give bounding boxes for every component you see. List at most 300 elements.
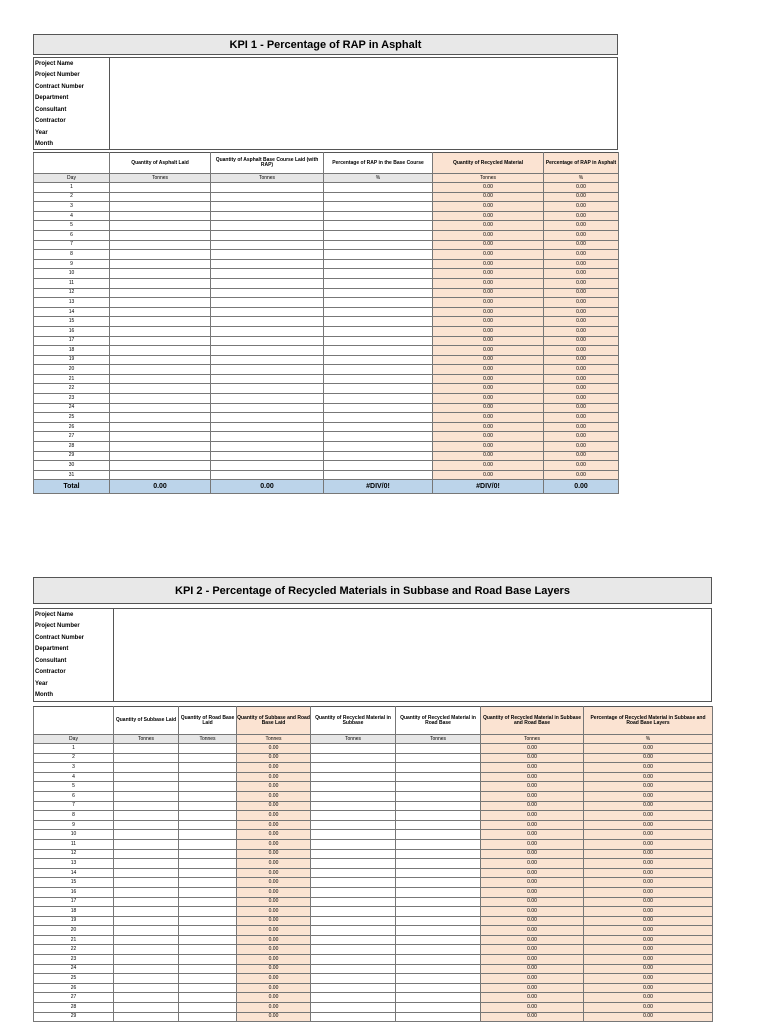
input-cell[interactable]	[211, 211, 324, 221]
input-cell[interactable]	[396, 791, 481, 801]
input-cell[interactable]	[179, 916, 237, 926]
input-cell[interactable]	[396, 964, 481, 974]
input-cell[interactable]	[114, 859, 179, 869]
input-cell[interactable]	[211, 394, 324, 404]
computed-cell: 0.00	[481, 1003, 584, 1013]
input-cell[interactable]	[311, 887, 396, 897]
input-cell[interactable]	[311, 820, 396, 830]
input-cell[interactable]	[110, 365, 211, 375]
input-cell[interactable]	[311, 993, 396, 1003]
input-cell[interactable]	[110, 413, 211, 423]
input-cell[interactable]	[114, 935, 179, 945]
computed-cell: 0.00	[544, 298, 619, 308]
input-cell[interactable]	[396, 1003, 481, 1013]
computed-cell: 0.00	[433, 442, 544, 452]
input-cell[interactable]	[110, 394, 211, 404]
input-cell[interactable]	[110, 374, 211, 384]
table-row	[34, 993, 713, 1003]
table-row	[34, 336, 619, 346]
input-cell[interactable]	[396, 935, 481, 945]
input-cell[interactable]	[211, 278, 324, 288]
kpi2-col-subbase-road-base-laid: Quantity of Subbase and Road Base Laid	[237, 707, 311, 735]
input-cell[interactable]	[114, 839, 179, 849]
input-cell[interactable]	[311, 926, 396, 936]
input-cell[interactable]	[114, 926, 179, 936]
computed-cell: 0.00	[237, 753, 311, 763]
input-cell[interactable]	[211, 384, 324, 394]
input-cell[interactable]	[324, 288, 433, 298]
input-cell[interactable]	[211, 288, 324, 298]
input-cell[interactable]	[179, 811, 237, 821]
input-cell[interactable]	[114, 907, 179, 917]
input-cell[interactable]	[396, 1012, 481, 1022]
input-cell[interactable]	[396, 868, 481, 878]
input-cell[interactable]	[110, 326, 211, 336]
input-cell[interactable]	[211, 413, 324, 423]
input-cell[interactable]	[110, 470, 211, 480]
input-cell[interactable]	[324, 470, 433, 480]
computed-cell: 0.00	[544, 211, 619, 221]
table-row	[34, 432, 619, 442]
input-cell[interactable]	[179, 763, 237, 773]
input-cell[interactable]	[110, 192, 211, 202]
input-cell[interactable]	[396, 916, 481, 926]
input-cell[interactable]	[114, 791, 179, 801]
input-cell[interactable]	[211, 230, 324, 240]
day-number: 23	[34, 955, 114, 965]
table-row	[34, 820, 713, 830]
input-cell[interactable]	[110, 336, 211, 346]
computed-cell: 0.00	[481, 801, 584, 811]
input-cell[interactable]	[324, 202, 433, 212]
input-cell[interactable]	[114, 945, 179, 955]
input-cell[interactable]	[110, 346, 211, 356]
input-cell[interactable]	[179, 945, 237, 955]
input-cell[interactable]	[211, 259, 324, 269]
table-row	[34, 887, 713, 897]
input-cell[interactable]	[114, 753, 179, 763]
input-cell[interactable]	[396, 878, 481, 888]
day-number: 4	[34, 772, 114, 782]
input-cell[interactable]	[211, 307, 324, 317]
input-cell[interactable]	[211, 461, 324, 471]
input-cell[interactable]	[211, 365, 324, 375]
info-label-year: Year	[35, 130, 48, 136]
input-cell[interactable]	[324, 461, 433, 471]
table-row	[34, 964, 713, 974]
day-number: 5	[34, 782, 114, 792]
input-cell[interactable]	[114, 868, 179, 878]
table-row	[34, 451, 619, 461]
computed-cell: 0.00	[237, 955, 311, 965]
input-cell[interactable]	[396, 744, 481, 754]
input-cell[interactable]	[114, 772, 179, 782]
kpi1-total-label: Total	[34, 480, 110, 494]
input-cell[interactable]	[179, 801, 237, 811]
input-cell[interactable]	[324, 394, 433, 404]
kpi2-info-block	[33, 608, 712, 702]
input-cell[interactable]	[110, 461, 211, 471]
input-cell[interactable]	[211, 403, 324, 413]
input-cell[interactable]	[179, 964, 237, 974]
input-cell[interactable]	[396, 849, 481, 859]
input-cell[interactable]	[396, 811, 481, 821]
day-number: 19	[34, 916, 114, 926]
input-cell[interactable]	[396, 782, 481, 792]
kpi2-unit: %	[584, 735, 713, 744]
day-number: 13	[34, 298, 110, 308]
table-row	[34, 394, 619, 404]
input-cell[interactable]	[396, 887, 481, 897]
computed-cell: 0.00	[237, 859, 311, 869]
input-cell[interactable]	[324, 259, 433, 269]
input-cell[interactable]	[211, 183, 324, 193]
day-number: 1	[34, 744, 114, 754]
input-cell[interactable]	[179, 993, 237, 1003]
input-cell[interactable]	[324, 221, 433, 231]
day-number: 22	[34, 945, 114, 955]
input-cell[interactable]	[324, 442, 433, 452]
input-cell[interactable]	[324, 336, 433, 346]
input-cell[interactable]	[110, 230, 211, 240]
input-cell[interactable]	[396, 753, 481, 763]
input-cell[interactable]	[179, 820, 237, 830]
input-cell[interactable]	[324, 384, 433, 394]
info-label-project-number: Project Number	[35, 72, 80, 78]
input-cell[interactable]	[324, 269, 433, 279]
computed-cell: 0.00	[584, 955, 713, 965]
input-cell[interactable]	[311, 974, 396, 984]
input-cell[interactable]	[324, 413, 433, 423]
input-cell[interactable]	[311, 811, 396, 821]
day-number: 11	[34, 839, 114, 849]
kpi1-unit: %	[324, 174, 433, 183]
input-cell[interactable]	[179, 1012, 237, 1022]
input-cell[interactable]	[396, 983, 481, 993]
input-cell[interactable]	[324, 355, 433, 365]
input-cell[interactable]	[324, 346, 433, 356]
input-cell[interactable]	[324, 240, 433, 250]
input-cell[interactable]	[179, 907, 237, 917]
day-number: 7	[34, 801, 114, 811]
table-row	[34, 945, 713, 955]
input-cell[interactable]	[179, 935, 237, 945]
input-cell[interactable]	[179, 830, 237, 840]
input-cell[interactable]	[114, 993, 179, 1003]
input-cell[interactable]	[179, 897, 237, 907]
input-cell[interactable]	[211, 298, 324, 308]
computed-cell: 0.00	[481, 782, 584, 792]
input-cell[interactable]	[114, 1012, 179, 1022]
computed-cell: 0.00	[237, 897, 311, 907]
input-cell[interactable]	[311, 868, 396, 878]
input-cell[interactable]	[311, 935, 396, 945]
day-number: 17	[34, 897, 114, 907]
input-cell[interactable]	[324, 317, 433, 327]
input-cell[interactable]	[110, 259, 211, 269]
input-cell[interactable]	[324, 183, 433, 193]
input-cell[interactable]	[311, 878, 396, 888]
input-cell[interactable]	[311, 1012, 396, 1022]
input-cell[interactable]	[211, 432, 324, 442]
input-cell[interactable]	[110, 250, 211, 260]
computed-cell: 0.00	[433, 192, 544, 202]
table-row	[34, 1012, 713, 1022]
kpi1-total-value: #DIV/0!	[324, 480, 433, 494]
input-cell[interactable]	[311, 859, 396, 869]
input-cell[interactable]	[324, 422, 433, 432]
input-cell[interactable]	[179, 983, 237, 993]
input-cell[interactable]	[114, 964, 179, 974]
computed-cell: 0.00	[481, 820, 584, 830]
input-cell[interactable]	[311, 849, 396, 859]
input-cell[interactable]	[311, 839, 396, 849]
input-cell[interactable]	[396, 993, 481, 1003]
input-cell[interactable]	[324, 298, 433, 308]
day-number: 8	[34, 811, 114, 821]
input-cell[interactable]	[114, 830, 179, 840]
input-cell[interactable]	[114, 782, 179, 792]
kpi2-col-recycled-road-base: Quantity of Recycled Material in Road Base	[396, 707, 481, 735]
input-cell[interactable]	[179, 753, 237, 763]
day-number: 26	[34, 983, 114, 993]
input-cell[interactable]	[311, 955, 396, 965]
computed-cell: 0.00	[433, 250, 544, 260]
input-cell[interactable]	[110, 202, 211, 212]
input-cell[interactable]	[211, 250, 324, 260]
computed-cell: 0.00	[481, 763, 584, 773]
input-cell[interactable]	[110, 298, 211, 308]
input-cell[interactable]	[311, 791, 396, 801]
input-cell[interactable]	[396, 897, 481, 907]
input-cell[interactable]	[211, 470, 324, 480]
input-cell[interactable]	[179, 772, 237, 782]
input-cell[interactable]	[311, 897, 396, 907]
computed-cell: 0.00	[544, 240, 619, 250]
computed-cell: 0.00	[544, 269, 619, 279]
input-cell[interactable]	[211, 422, 324, 432]
table-row	[34, 422, 619, 432]
computed-cell: 0.00	[237, 983, 311, 993]
input-cell[interactable]	[311, 744, 396, 754]
computed-cell: 0.00	[237, 782, 311, 792]
input-cell[interactable]	[311, 830, 396, 840]
table-row	[34, 250, 619, 260]
input-cell[interactable]	[311, 964, 396, 974]
input-cell[interactable]	[396, 926, 481, 936]
input-cell[interactable]	[396, 830, 481, 840]
input-cell[interactable]	[110, 451, 211, 461]
day-number: 14	[34, 868, 114, 878]
table-row	[34, 317, 619, 327]
table-row	[34, 278, 619, 288]
input-cell[interactable]	[396, 772, 481, 782]
input-cell[interactable]	[114, 983, 179, 993]
computed-cell: 0.00	[433, 470, 544, 480]
input-cell[interactable]	[311, 916, 396, 926]
info-label-contractor: Contractor	[35, 669, 66, 675]
input-cell[interactable]	[179, 859, 237, 869]
day-number: 14	[34, 307, 110, 317]
input-cell[interactable]	[110, 221, 211, 231]
input-cell[interactable]	[110, 355, 211, 365]
input-cell[interactable]	[211, 317, 324, 327]
info-label-department: Department	[35, 95, 69, 101]
input-cell[interactable]	[179, 791, 237, 801]
input-cell[interactable]	[311, 983, 396, 993]
input-cell[interactable]	[110, 317, 211, 327]
input-cell[interactable]	[114, 916, 179, 926]
computed-cell: 0.00	[481, 907, 584, 917]
input-cell[interactable]	[179, 955, 237, 965]
input-cell[interactable]	[324, 278, 433, 288]
input-cell[interactable]	[179, 782, 237, 792]
input-cell[interactable]	[396, 839, 481, 849]
computed-cell: 0.00	[481, 868, 584, 878]
computed-cell: 0.00	[237, 964, 311, 974]
input-cell[interactable]	[396, 945, 481, 955]
input-cell[interactable]	[324, 451, 433, 461]
computed-cell: 0.00	[433, 202, 544, 212]
kpi2-unit: Tonnes	[481, 735, 584, 744]
day-number: 16	[34, 326, 110, 336]
table-row	[34, 753, 713, 763]
input-cell[interactable]	[114, 1003, 179, 1013]
input-cell[interactable]	[211, 442, 324, 452]
computed-cell: 0.00	[433, 298, 544, 308]
computed-cell: 0.00	[544, 413, 619, 423]
kpi2-day-label: Day	[34, 735, 114, 744]
input-cell[interactable]	[396, 859, 481, 869]
input-cell[interactable]	[114, 744, 179, 754]
input-cell[interactable]	[211, 326, 324, 336]
input-cell[interactable]	[211, 355, 324, 365]
input-cell[interactable]	[110, 384, 211, 394]
input-cell[interactable]	[211, 269, 324, 279]
input-cell[interactable]	[110, 278, 211, 288]
input-cell[interactable]	[114, 878, 179, 888]
input-cell[interactable]	[211, 221, 324, 231]
input-cell[interactable]	[211, 202, 324, 212]
kpi2-data-table	[33, 706, 713, 1022]
table-row	[34, 221, 619, 231]
input-cell[interactable]	[324, 432, 433, 442]
computed-cell: 0.00	[237, 763, 311, 773]
input-cell[interactable]	[114, 801, 179, 811]
computed-cell: 0.00	[433, 346, 544, 356]
input-cell[interactable]	[179, 926, 237, 936]
input-cell[interactable]	[110, 183, 211, 193]
input-cell[interactable]	[396, 763, 481, 773]
input-cell[interactable]	[211, 346, 324, 356]
input-cell[interactable]	[324, 192, 433, 202]
input-cell[interactable]	[324, 403, 433, 413]
computed-cell: 0.00	[237, 811, 311, 821]
input-cell[interactable]	[311, 945, 396, 955]
table-row	[34, 839, 713, 849]
day-number: 31	[34, 470, 110, 480]
input-cell[interactable]	[110, 403, 211, 413]
kpi2-unit: Tonnes	[237, 735, 311, 744]
input-cell[interactable]	[114, 897, 179, 907]
input-cell[interactable]	[311, 1003, 396, 1013]
input-cell[interactable]	[311, 753, 396, 763]
input-cell[interactable]	[324, 374, 433, 384]
input-cell[interactable]	[179, 1003, 237, 1013]
input-cell[interactable]	[324, 230, 433, 240]
input-cell[interactable]	[114, 811, 179, 821]
input-cell[interactable]	[179, 839, 237, 849]
input-cell[interactable]	[110, 288, 211, 298]
input-cell[interactable]	[324, 365, 433, 375]
input-cell[interactable]	[179, 974, 237, 984]
input-cell[interactable]	[311, 801, 396, 811]
day-number: 6	[34, 791, 114, 801]
info-label-consultant: Consultant	[35, 107, 67, 113]
computed-cell: 0.00	[481, 993, 584, 1003]
computed-cell: 0.00	[584, 839, 713, 849]
input-cell[interactable]	[114, 955, 179, 965]
input-cell[interactable]	[211, 374, 324, 384]
input-cell[interactable]	[114, 820, 179, 830]
input-cell[interactable]	[114, 849, 179, 859]
input-cell[interactable]	[211, 240, 324, 250]
input-cell[interactable]	[311, 772, 396, 782]
input-cell[interactable]	[179, 878, 237, 888]
input-cell[interactable]	[114, 974, 179, 984]
computed-cell: 0.00	[584, 878, 713, 888]
input-cell[interactable]	[114, 763, 179, 773]
input-cell[interactable]	[324, 307, 433, 317]
input-cell[interactable]	[311, 907, 396, 917]
input-cell[interactable]	[396, 907, 481, 917]
input-cell[interactable]	[396, 801, 481, 811]
kpi2-unit: Tonnes	[396, 735, 481, 744]
computed-cell: 0.00	[433, 259, 544, 269]
input-cell[interactable]	[179, 868, 237, 878]
input-cell[interactable]	[179, 744, 237, 754]
table-row	[34, 298, 619, 308]
input-cell[interactable]	[114, 887, 179, 897]
input-cell[interactable]	[211, 451, 324, 461]
input-cell[interactable]	[110, 211, 211, 221]
input-cell[interactable]	[311, 782, 396, 792]
input-cell[interactable]	[311, 763, 396, 773]
table-row	[34, 192, 619, 202]
table-row	[34, 868, 713, 878]
table-row	[34, 791, 713, 801]
input-cell[interactable]	[179, 887, 237, 897]
input-cell[interactable]	[110, 307, 211, 317]
input-cell[interactable]	[396, 820, 481, 830]
input-cell[interactable]	[396, 955, 481, 965]
input-cell[interactable]	[110, 432, 211, 442]
input-cell[interactable]	[324, 211, 433, 221]
kpi2-title: KPI 2 - Percentage of Recycled Materials in Subbase and Road Base Layers	[33, 577, 712, 604]
table-row	[34, 403, 619, 413]
input-cell[interactable]	[110, 442, 211, 452]
input-cell[interactable]	[324, 326, 433, 336]
input-cell[interactable]	[110, 422, 211, 432]
input-cell[interactable]	[211, 192, 324, 202]
computed-cell: 0.00	[481, 945, 584, 955]
input-cell[interactable]	[211, 336, 324, 346]
input-cell[interactable]	[179, 849, 237, 859]
input-cell[interactable]	[396, 974, 481, 984]
input-cell[interactable]	[110, 240, 211, 250]
input-cell[interactable]	[324, 250, 433, 260]
input-cell[interactable]	[110, 269, 211, 279]
